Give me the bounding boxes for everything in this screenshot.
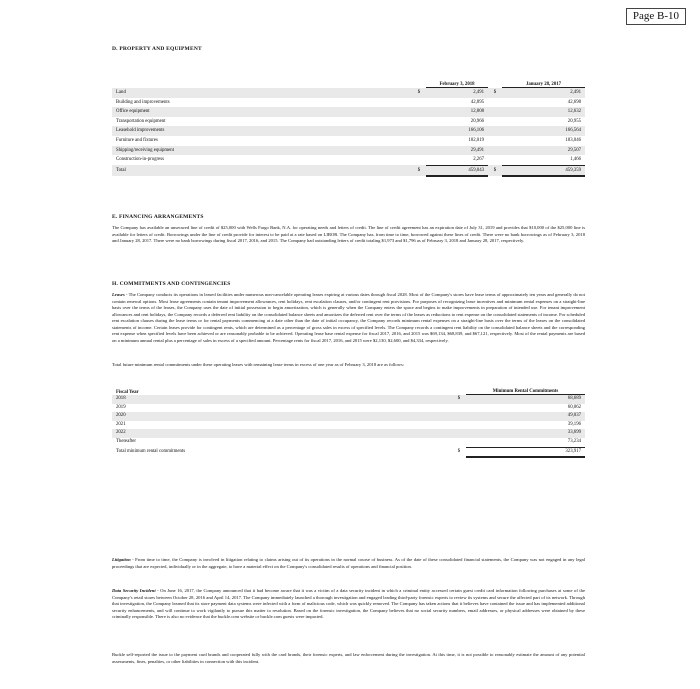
currency-symbol xyxy=(488,98,502,108)
value-2018: 29,491 xyxy=(426,146,488,156)
leases-text: - The Company conducts its operations in leased facilities under numerous non-cancelable operating leases expiring at various dates through fiscal 2028. Most of the Company's stores have lease terms of approximately ten years and generally do not contain renewal options. Most lease agreements contain tenant improvement allowances, rent holidays, rent escalation clauses, and/or contingent rent provisions. For purposes of recognizing lease incentives and minimum rental expenses on a straight-line basis over the terms of the leases, the Company uses the date of initial possession to begin amortization, which is generally when the Company enters the space and begins to make improvements in preparation of intended use. For tenant improvement allowances and rent holidays, the Company records a deferred rent liability on the consolidated balance sheets and amortizes the deferred rent over the terms of the leases as reductions to rent expense on the consolidated statements of income. For scheduled rent escalation clauses during the lease terms or for rental payments commencing at a date other than the date of initial occupancy, the Company records minimum rental expenses on a straight-line basis over the terms of the leases on the consolidated statements of income. Certain leases provide for contingent rents, which are determined as a percentage of gross sales in excess of specified levels. The Company records a contingent rent liability on the consolidated balance sheets and the corresponding rent expense when specified levels have been achieved or are reasonably probable to be achieved. Operating lease base rental expense for fiscal 2017, 2016, and 2015 was $69,134, $68,839, and $67,121, respectively. Most of the rental payments are based on a minimum annual rental plus a percentage of sales in excess of a specified amount. Percentage rents for fiscal 2017, 2016, and 2015 were $2,130, $2,600, and $4,334, respectively. xyxy=(112,292,585,343)
total-label: Total xyxy=(112,165,412,176)
currency-symbol xyxy=(452,429,466,438)
currency-symbol: $ xyxy=(412,88,426,98)
value-2017: 20,955 xyxy=(567,118,581,124)
currency-symbol xyxy=(412,107,426,117)
currency-symbol xyxy=(488,126,502,136)
col-header-jan-2017: January 28, 2017 xyxy=(502,61,585,88)
row-label: Construction-in-progress xyxy=(116,157,164,163)
rental-amount: 39,196 xyxy=(567,421,581,427)
currency-symbol xyxy=(488,107,502,117)
value-2017: 42,698 xyxy=(567,99,581,105)
col-header-feb-2018: February 3, 2018 xyxy=(426,61,488,88)
rental-amount: 33,699 xyxy=(466,429,585,438)
security-text: - On June 16, 2017, the Company announced that it had become aware that it was a victim of a data security incident in which a criminal entity accessed certain guest credit card information following purchases at some of the Company's retail stores between October 28, 2016 and April 14, 2017. The Company immediately launched a thorough investigation and engaged leading third-party forensic experts to review its systems and secure the affected part of its network. Through that investigation, the Company learned that its store payment data systems were infected with a form of malicious code, which was quickly removed. The Company has taken actions that it believes have contained the issue and has implemented additional security enhancements, and will continue to work vigilantly to pursue this matter to resolution. Based on the forensic investigation, the Company believes that no social security numbers, email addresses, or physical addresses were obtained by these criminally responsible. There is also no evidence that the buckle.com website or buckle.com guests were impacted. xyxy=(112,588,585,619)
total-row xyxy=(112,447,585,457)
col-header-fiscal-year: Fiscal Year xyxy=(116,389,139,395)
value-2018: 12,808 xyxy=(426,107,488,117)
total-label: Total minimum rental commitments xyxy=(116,448,186,454)
currency-symbol: $ xyxy=(457,448,461,454)
row-label: Furniture and fixtures xyxy=(116,137,158,143)
rental-amount: 60,062 xyxy=(567,404,581,410)
security-paragraph xyxy=(112,588,585,621)
total-2018: 459,043 xyxy=(426,165,488,176)
currency-symbol xyxy=(452,421,466,430)
row-label: Leasehold improvements xyxy=(112,126,412,136)
currency-symbol xyxy=(412,146,426,156)
rental-amount: 73,234 xyxy=(466,438,585,447)
row-label: Transportation equipment xyxy=(116,118,166,124)
col-header-min-rental: Minimum Rental Commitments xyxy=(466,372,585,395)
leases-label: Leases xyxy=(112,292,125,297)
property-equipment-table xyxy=(112,61,585,177)
currency-symbol xyxy=(488,117,502,127)
table-row xyxy=(112,117,585,127)
table-row xyxy=(112,107,585,117)
table-row xyxy=(112,155,585,165)
row-label: Land xyxy=(112,88,412,98)
financing-paragraph: The Company has available an unsecured line of credit of $25,000 with Wells Fargo Bank, N.A. for operating needs and letters of credit. The line of credit agreement has an expiration date of July 31, 2019 and provides that $10,000 of the $25,000 line is available for letters of credit. Borrowings under the line of credit provide for interest to be paid at a rate based on LIBOR. The Company has, from time to time, borrowed against these lines of credit. There were no bank borrowings as of February 3, 2018 and January 28, 2017. There were no bank borrowings during fiscal 2017, 2016, and 2015. The Company had outstanding letters of credit totaling $1,973 and $1,796 as of February 3, 2018 and January 28, 2017, respectively. xyxy=(112,225,585,243)
value-2018: 182,019 xyxy=(468,137,484,143)
fiscal-year: 2018 xyxy=(112,395,452,404)
row-label: Office equipment xyxy=(112,107,412,117)
fiscal-year: 2020 xyxy=(112,412,452,421)
currency-symbol: $ xyxy=(488,165,502,176)
fiscal-year: Thereafter xyxy=(116,439,136,445)
table-row xyxy=(112,136,585,146)
litigation-text: - From time to time, the Company is involved in litigation relating to claims arising out of its operations in the normal course of business. As of the date of these consolidated financial statements, the Company was not engaged in any legal proceedings that are expected, individually or in the aggregate, to have a material effect on the Company's consolidated results of operations and financial position. xyxy=(112,557,585,569)
fiscal-year: 2019 xyxy=(116,404,126,410)
section-h-title: H. COMMITMENTS AND CONTINGENCIES xyxy=(112,281,231,287)
table-row xyxy=(112,395,585,404)
total-row xyxy=(112,165,585,176)
section-d-title: D. PROPERTY AND EQUIPMENT xyxy=(112,46,202,52)
value-2017: 166,564 xyxy=(502,126,585,136)
currency-symbol xyxy=(412,136,426,146)
total-rental: 323,917 xyxy=(466,447,585,457)
table-row xyxy=(112,126,585,136)
table-row xyxy=(112,146,585,156)
rental-amount: 68,689 xyxy=(466,395,585,404)
currency-symbol xyxy=(412,98,426,108)
value-2018: 20,966 xyxy=(470,118,484,124)
table-row xyxy=(112,404,585,413)
currency-symbol xyxy=(488,146,502,156)
page-label: Page B-10 xyxy=(626,8,686,25)
table-row xyxy=(112,438,585,447)
row-label: Shipping/receiving equipment xyxy=(112,146,412,156)
value-2017: 1,466 xyxy=(502,155,585,165)
self-report-paragraph: Buckle self-reported the issue to the payment card brands and cooperated fully with the card brands, their forensic experts, and law enforcement during the investigation. At this time, it is not possible to reasonably estimate the amount of any potential assessments, fines, penalties, or other liabilities in connection with this incident. xyxy=(112,652,585,664)
value-2017: 12,632 xyxy=(502,107,585,117)
value-2018: 2,491 xyxy=(426,88,488,98)
currency-symbol xyxy=(452,404,466,413)
value-2017: 2,491 xyxy=(502,88,585,98)
security-label: Data Security Incident xyxy=(112,588,156,593)
fiscal-year: 2022 xyxy=(112,429,452,438)
row-label: Building and improvements xyxy=(116,99,170,105)
value-2018: 166,106 xyxy=(426,126,488,136)
currency-symbol: $ xyxy=(488,88,502,98)
table-row xyxy=(112,429,585,438)
currency-symbol xyxy=(452,438,466,447)
future-commitments-intro: Total future minimum rental commitments under these operating leases with remaining lease terms in excess of one year as of February 3, 2018 are as follows: xyxy=(112,362,405,367)
rental-commitments-table xyxy=(112,372,585,458)
table-row xyxy=(112,88,585,98)
fiscal-year: 2021 xyxy=(116,421,126,427)
value-2017: 29,507 xyxy=(502,146,585,156)
currency-symbol xyxy=(412,117,426,127)
value-2018: 2,267 xyxy=(426,155,488,165)
currency-symbol xyxy=(412,126,426,136)
rental-amount: 49,037 xyxy=(466,412,585,421)
total-2017: 459,359 xyxy=(502,165,585,176)
litigation-paragraph xyxy=(112,557,585,570)
currency-symbol: $ xyxy=(412,165,426,176)
currency-symbol xyxy=(412,155,426,165)
section-e-title: E. FINANCING ARRANGEMENTS xyxy=(112,214,204,220)
value-2018: 42,895 xyxy=(470,99,484,105)
table-row xyxy=(112,421,585,430)
currency-symbol xyxy=(488,136,502,146)
litigation-label: Litigation xyxy=(112,557,131,562)
currency-symbol: $ xyxy=(452,395,466,404)
table-row xyxy=(112,98,585,108)
currency-symbol xyxy=(452,412,466,421)
currency-symbol xyxy=(488,155,502,165)
leases-paragraph xyxy=(112,292,585,344)
value-2017: 183,046 xyxy=(565,137,581,143)
table-row xyxy=(112,412,585,421)
